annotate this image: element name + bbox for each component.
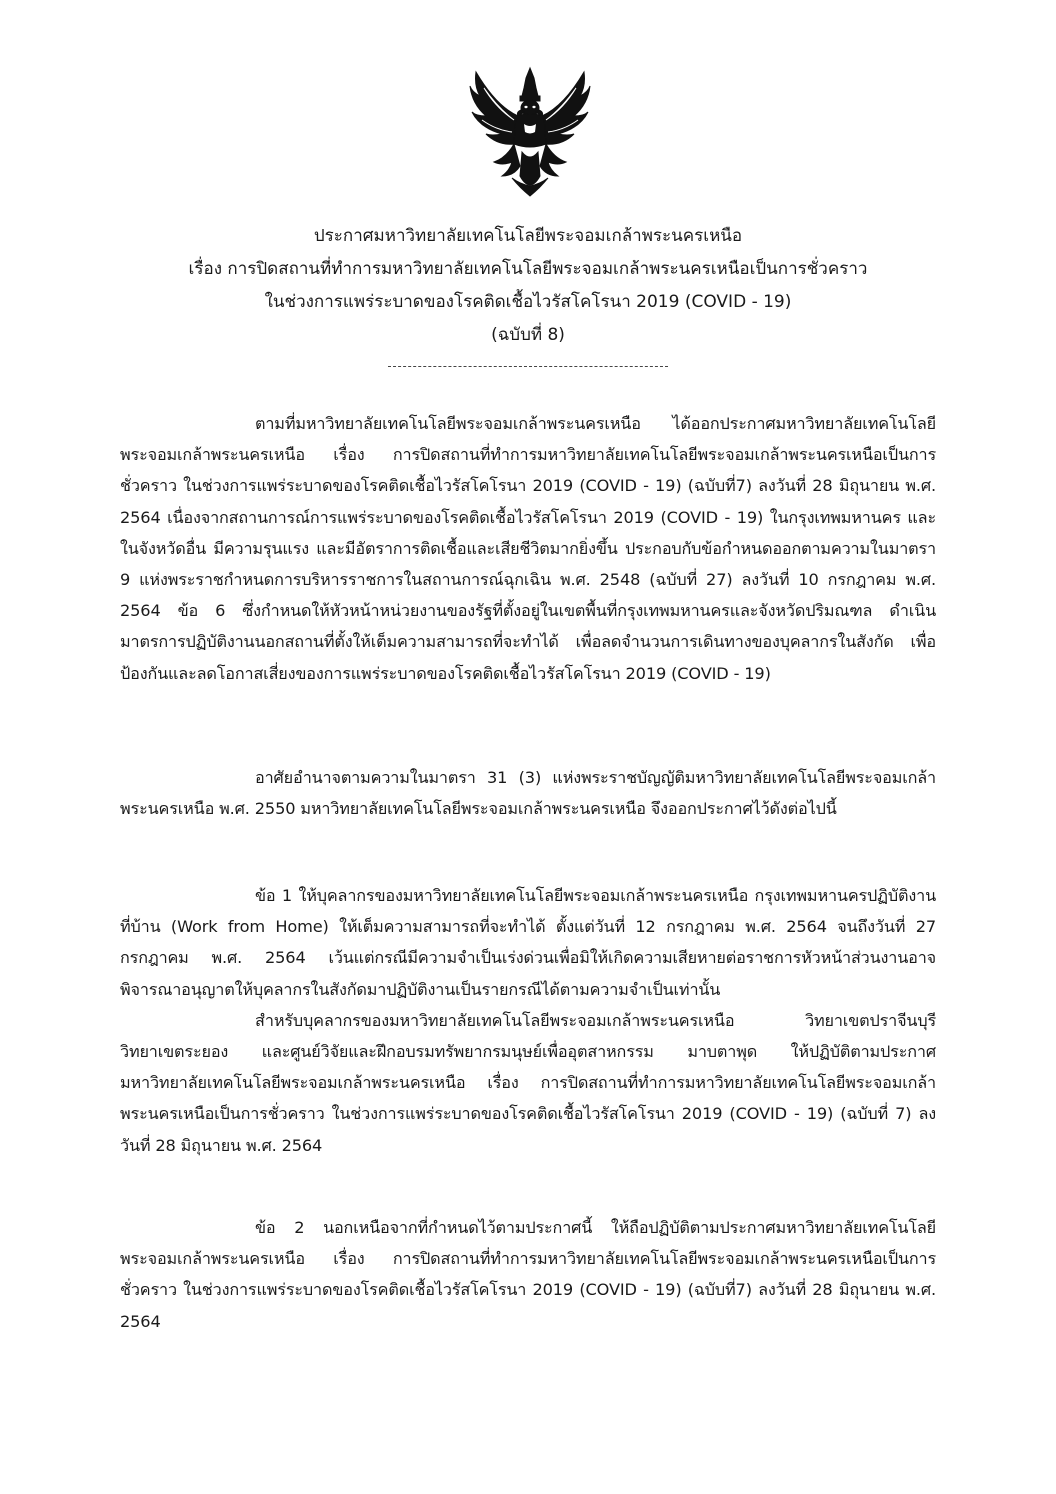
- announcement-title: ประกาศมหาวิทยาลัยเทคโนโลยีพระจอมเกล้าพระนครเหนือ: [313, 226, 743, 246]
- header-divider: [388, 366, 668, 367]
- garuda-emblem-icon: [466, 66, 594, 198]
- clause-1-campus-text: สำหรับบุคลากรของมหาวิทยาลัยเทคโนโลยีพระจอมเกล้าพระนครเหนือ วิทยาเขตปราจีนบุรี วิทยาเขตระยอง และศูนย์วิจัยและฝึกอบรมทรัพยากรมนุษย์เพื่ออุตสาหกรรม มาบตาพุด ให้ปฏิบัติตามประกาศมหาวิทยาลัยเทคโนโลยีพระจอมเกล้าพระนครเหนือ เรื่อง การปิดสถานที่ทำการมหาวิทยาลัยเทคโนโลยีพระจอมเกล้าพระนครเหนือเป็นการชั่วคราว ในช่วงการแพร่ระบาดของโรคติดเชื้อไวรัสโคโรนา 2019 (COVID - 19) (ฉบับที่ 7) ลงวันที่ 28 มิถุนายน พ.ศ. 2564: [120, 1010, 936, 1155]
- announcement-subject-line2: ในช่วงการแพร่ระบาดของโรคติดเชื้อไวรัสโคโรนา 2019 (COVID - 19): [264, 292, 792, 312]
- paragraph-2-text: อาศัยอำนาจตามความในมาตรา 31 (3) แห่งพระราชบัญญัติมหาวิทยาลัยเทคโนโลยีพระจอมเกล้าพระนครเหนือ พ.ศ. 2550 มหาวิทยาลัยเทคโนโลยีพระจอมเกล้าพระนครเหนือ จึงออกประกาศไว้ดังต่อไปนี้: [120, 768, 936, 819]
- clause-2: [120, 1212, 936, 1337]
- clause-1: [120, 880, 936, 1161]
- clause-2-text: ข้อ 2 นอกเหนือจากที่กำหนดไว้ตามประกาศนี้ ให้ถือปฏิบัติตามประกาศมหาวิทยาลัยเทคโนโลยีพระจอมเกล้าพระนครเหนือ เรื่อง การปิดสถานที่ทำการมหาวิทยาลัยเทคโนโลยีพระจอมเกล้าพระนครเหนือเป็นการชั่วคราว ในช่วงการแพร่ระบาดของโรคติดเชื้อไวรัสโคโรนา 2019 (COVID - 19) (ฉบับที่7) ลงวันที่ 28 มิถุนายน พ.ศ. 2564: [120, 1218, 936, 1331]
- paragraph-1-text: ตามที่มหาวิทยาลัยเทคโนโลยีพระจอมเกล้าพระนครเหนือ ได้ออกประกาศมหาวิทยาลัยเทคโนโลยีพระจอมเกล้าพระนครเหนือ เรื่อง การปิดสถานที่ทำการมหาวิทยาลัยเทคโนโลยีพระจอมเกล้าพระนครเหนือเป็นการชั่วคราว ในช่วงการแพร่ระบาดของโรคติดเชื้อไวรัสโคโรนา 2019 (COVID - 19) (ฉบับที่7) ลงวันที่ 28 มิถุนายน พ.ศ. 2564 เนื่องจากสถานการณ์การแพร่ระบาดของโรคติดเชื้อไวรัสโคโรนา 2019 (COVID - 19) ในกรุงเทพมหานคร และในจังหวัดอื่น มีความรุนแรง และมีอัตราการติดเชื้อและเสียชีวิตมากยิ่งขึ้น ประกอบกับข้อกำหนดออกตามความในมาตรา 9 แห่งพระราชกำหนดการบริหารราชการในสถานการณ์ฉุกเฉิน พ.ศ. 2548 (ฉบับที่ 27) ลงวันที่ 10 กรกฎาคม พ.ศ. 2564 ข้อ 6 ซึ่งกำหนดให้หัวหน้าหน่วยงานของรัฐที่ตั้งอยู่ในเขตพื้นที่กรุงเทพมหานครและจังหวัดปริมณฑล ดำเนินมาตรการปฏิบัติงานนอกสถานที่ตั้งให้เต็มความสามารถที่จะทำได้ เพื่อลดจำนวนการเดินทางของบุคลากรในสังกัด เพื่อป้องกันและลดโอกาสเสี่ยงของการแพร่ระบาดของโรคติดเชื้อไวรัสโคโรนา 2019 (COVID - 19): [120, 414, 936, 683]
- paragraph-authority: [120, 762, 936, 824]
- clause-1-text: ข้อ 1 ให้บุคลากรของมหาวิทยาลัยเทคโนโลยีพระจอมเกล้าพระนครเหนือ กรุงเทพมหานครปฏิบัติงานที่บ้าน (Work from Home) ให้เต็มความสามารถที่จะทำได้ ตั้งแต่วันที่ 12 กรกฎาคม พ.ศ. 2564 จนถึงวันที่ 27 กรกฎาคม พ.ศ. 2564 เว้นแต่กรณีมีความจำเป็นเร่งด่วนเพื่อมิให้เกิดความเสียหายต่อราชการหัวหน้าส่วนงานอาจพิจารณาอนุญาตให้บุคลากรในสังกัดมาปฏิบัติงานเป็นรายกรณีได้ตามความจำเป็นเท่านั้น: [120, 886, 936, 999]
- announcement-issue-number: (ฉบับที่ 8): [491, 325, 565, 345]
- announcement-subject: เรื่อง การปิดสถานที่ทำการมหาวิทยาลัยเทคโนโลยีพระจอมเกล้าพระนครเหนือเป็นการชั่วคราว: [188, 259, 868, 279]
- announcement-header: [0, 220, 1056, 367]
- paragraph-background: [120, 408, 936, 689]
